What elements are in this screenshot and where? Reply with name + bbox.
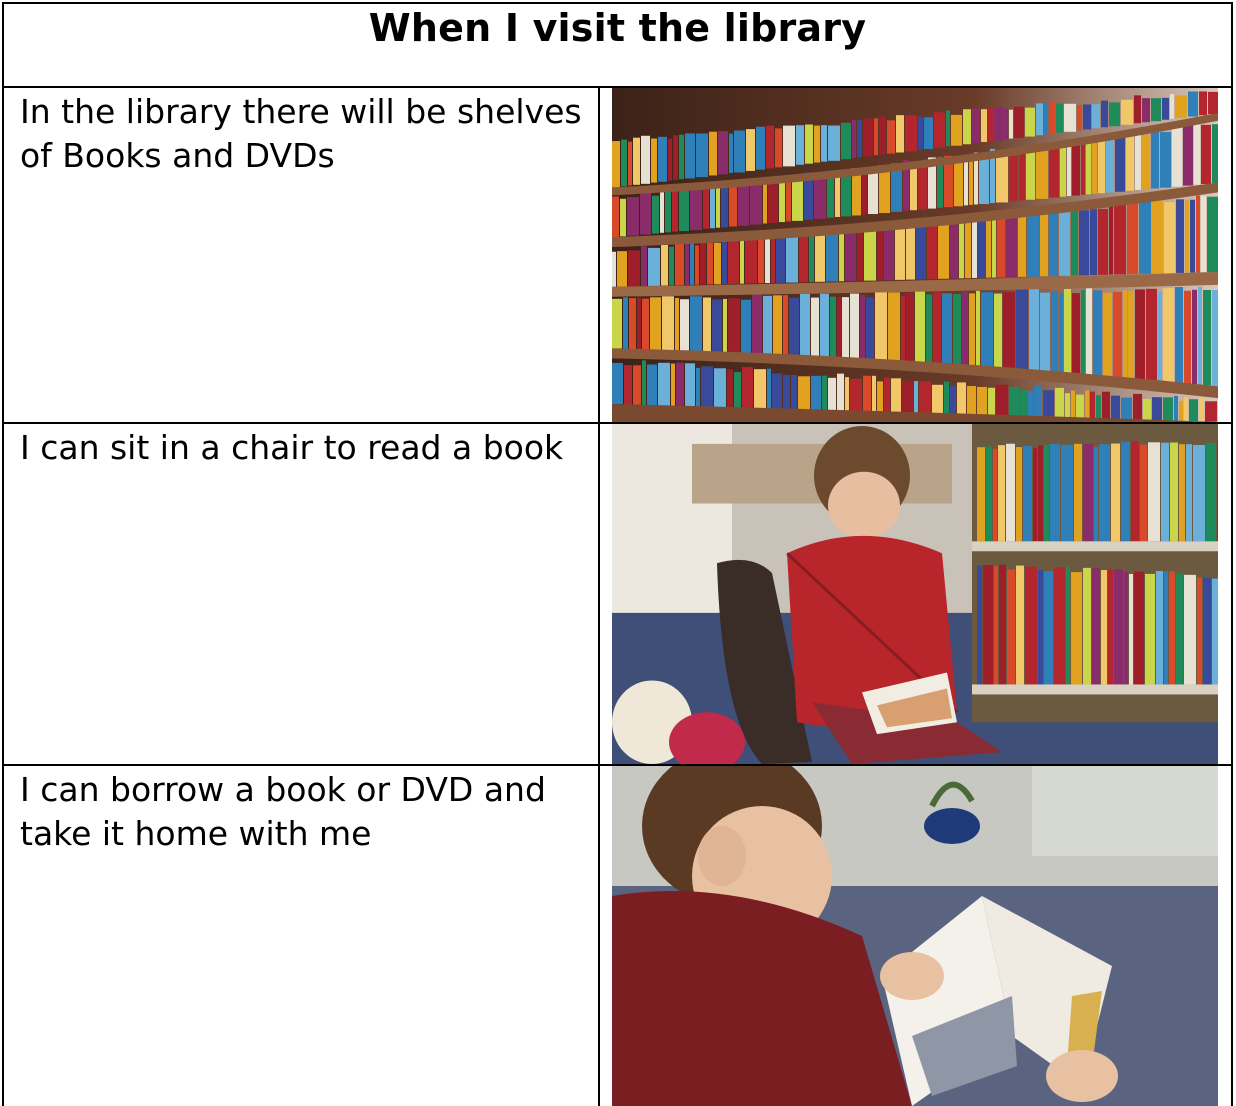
table-row — [2, 424, 1233, 766]
text-cell — [2, 424, 600, 766]
text-cell — [2, 88, 600, 424]
text-cell — [2, 766, 600, 1106]
boy-reading-in-chair-photo — [612, 424, 1218, 764]
young-man-reading-book-photo — [612, 766, 1218, 1106]
library-bookshelves-photo — [612, 88, 1218, 422]
row-text: In the library there will be shelves of Books and DVDs — [20, 92, 582, 175]
page-title: When I visit the library — [368, 6, 867, 50]
image-cell — [600, 88, 1233, 424]
image-cell — [600, 424, 1233, 766]
table-row — [2, 88, 1233, 424]
title-cell — [2, 2, 1233, 88]
image-cell — [600, 766, 1233, 1106]
table-row — [2, 766, 1233, 1106]
row-text: I can borrow a book or DVD and take it home with me — [20, 770, 546, 853]
row-text: I can sit in a chair to read a book — [20, 428, 564, 467]
